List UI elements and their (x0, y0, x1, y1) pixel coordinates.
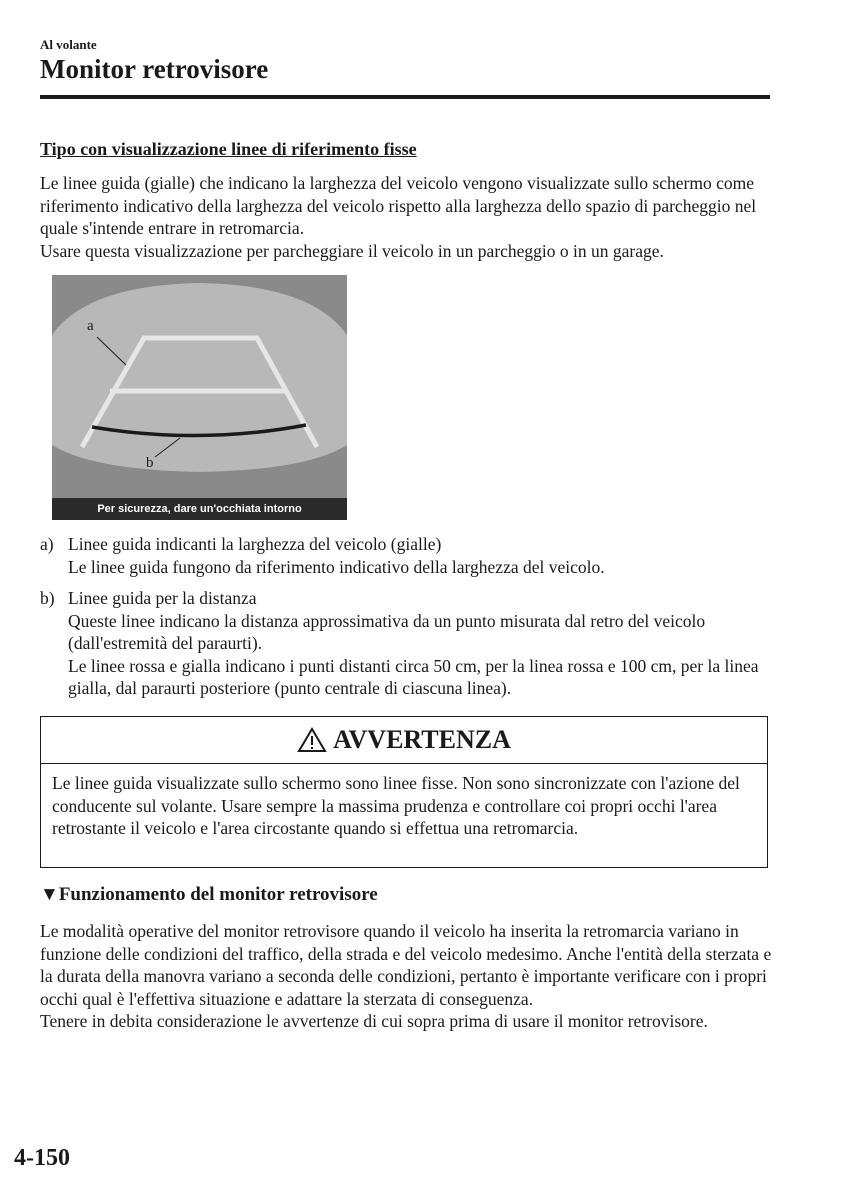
rear-view-illustration (52, 275, 347, 520)
legend-marker-b: b) (40, 588, 55, 608)
leader-line-b (155, 438, 180, 457)
warning-box (40, 716, 768, 868)
subheading-fixed-lines: Tipo con visualizzazione linee di riferimento fisse (40, 139, 417, 159)
legend-item-a (40, 533, 780, 578)
warning-header (41, 717, 767, 764)
fixed-lines-text: Le linee guida (gialle) che indicano la larghezza del veicolo vengono visualizzate sullo schermo come riferimento indicativo della larghezza del veicolo rispetto alla larghezza dello spazio di parcheggio nel quale s'intende entrare in retromarcia. (40, 173, 757, 238)
legend-title-a: Linee guida indicanti la larghezza del veicolo (gialle) (68, 534, 442, 554)
triangle-down-icon: ▼ (40, 884, 59, 905)
legend-text-b1: Queste linee indicano la distanza approssimativa da un punto misurata dal retro del veicolo (dall'estremità del paraurti). (68, 610, 706, 653)
distance-guide-line-near (92, 425, 306, 436)
legend-body-a (68, 533, 780, 578)
legend-marker-a: a) (40, 534, 54, 554)
rear-view-figure (52, 275, 347, 520)
page-title: Monitor retrovisore (40, 54, 269, 84)
figure-caption: Per sicurezza, dare un'occhiata intorno (52, 498, 347, 520)
legend-text-b2: Le linee rossa e gialla indicano i punti distanti circa 50 cm, per la linea rossa e 100 cm, per la linea gialla, dal paraurti posteriore (punto centrale di ciascuna linea). (68, 655, 759, 698)
legend-text-a: Le linee guida fungono da riferimento indicativo della larghezza del veicolo. (68, 556, 605, 577)
legend-title-b: Linee guida per la distanza (68, 588, 257, 608)
screen-vignette (52, 275, 347, 335)
figure-label-b: b (146, 455, 154, 471)
title-rule (40, 95, 770, 99)
leader-line-a (97, 337, 126, 365)
operation-heading (40, 884, 378, 906)
fixed-lines-text-2: Usare questa visualizzazione per parcheggiare il veicolo in un parcheggio o in un garage. (40, 240, 664, 261)
figure-label-a: a (87, 318, 94, 334)
operation-text: Le modalità operative del monitor retrovisore quando il veicolo ha inserita la retromarcia variano in funzione delle condizioni del traffico, della strada e del veicolo medesimo. Anche l'entità della sterzata e la durata della manovra variano a seconda delle condizioni, pertanto è importante verificare con i propri occhi qual è l'effettiva situazione e adattare la sterzata di conseguenza. (40, 921, 772, 1009)
legend-body-b (68, 587, 780, 700)
operation-heading-text: Funzionamento del monitor retrovisore (58, 884, 378, 905)
page-number: 4-150 (14, 1145, 70, 1171)
operation-paragraph (40, 920, 780, 1033)
section-label: Al volante (40, 37, 97, 52)
fixed-lines-paragraph (40, 172, 780, 262)
warning-triangle-icon (297, 727, 327, 753)
warning-title: AVVERTENZA (333, 725, 511, 754)
warning-text: Le linee guida visualizzate sullo schermo sono linee fisse. Non sono sincronizzate con l'azione del conducente sul volante. Usare sempre la massima prudenza e controllare coi propri occhi l'area retrostante il veicolo e l'area circostante quando si effettua una retromarcia. (52, 773, 740, 838)
operation-text-2: Tenere in debita considerazione le avvertenze di cui sopra prima di usare il monitor retrovisore. (40, 1011, 708, 1031)
legend-item-b (40, 587, 780, 700)
